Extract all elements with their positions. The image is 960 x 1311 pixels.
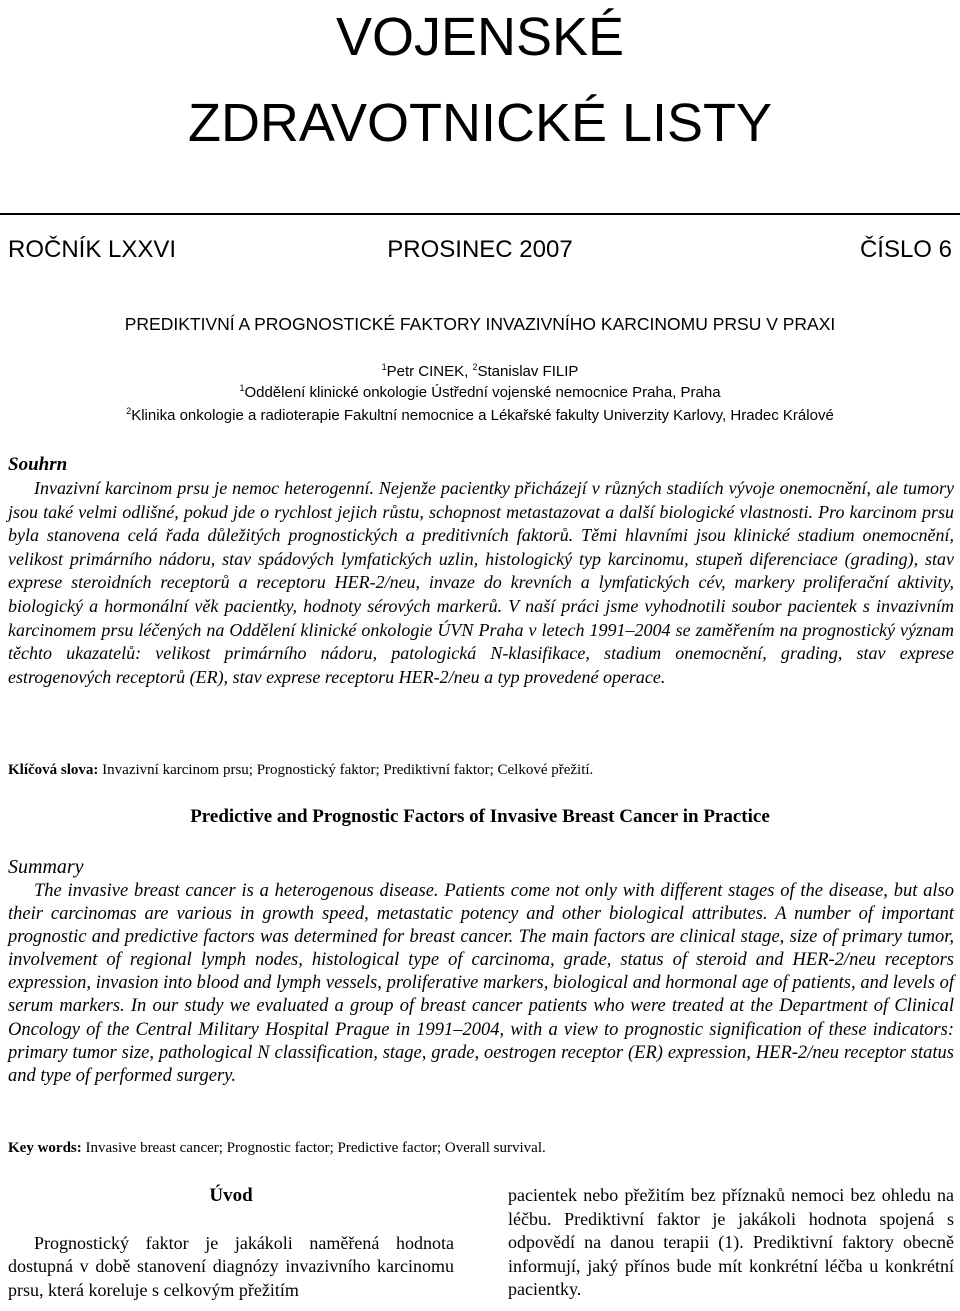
affiliation1-superscript: 1 bbox=[239, 383, 245, 393]
intro-right-column bbox=[508, 1184, 954, 1302]
souhrn-heading: Souhrn bbox=[8, 454, 68, 475]
summary-heading: Summary bbox=[8, 856, 84, 878]
journal-title-line-2: ZDRAVOTNICKÉ LISTY bbox=[187, 93, 773, 153]
affiliation2-superscript: 2 bbox=[126, 406, 132, 416]
intro-left-column bbox=[8, 1184, 454, 1302]
keywords-czech-text: Invazivní karcinom prsu; Prognostický faktor; Prediktivní faktor; Celkové přežití. bbox=[98, 762, 594, 778]
affiliation2-text: Klinika onkologie a radioterapie Fakultní nemocnice a Lékařské fakulty Univerzity Karlovy, Hradec Králové bbox=[131, 407, 834, 424]
volume-label: ROČNÍK LXXVI bbox=[8, 236, 177, 263]
keywords-english bbox=[8, 1140, 546, 1157]
affiliation1-text: Oddělení klinické onkologie Ústřední vojenské nemocnice Praha, Praha bbox=[244, 384, 721, 401]
authors-line bbox=[0, 363, 960, 380]
author1-name: Petr CINEK, bbox=[386, 363, 473, 380]
intro-left-text: Prognostický faktor je jakákoli naměřená hodnota dostupná v době stanovení diagnózy invazivního karcinomu prsu, která koreluje s celkovým přežitím bbox=[8, 1232, 454, 1300]
affiliation-1 bbox=[0, 384, 960, 401]
intro-right-text: pacientek nebo přežitím bez příznaků nemoci bez ohledu na léčbu. Prediktivní faktor je jakákoli hodnota spojená s odpovědí na danou terapii (1). Prediktivní faktory obecně informují, jaký přínos bude mít konkrétní léčba u konkrétní pacientky. bbox=[508, 1185, 954, 1299]
journal-title-line-1: VOJENSKÉ bbox=[335, 7, 625, 67]
keywords-czech bbox=[8, 762, 593, 779]
author1-superscript: 1 bbox=[381, 362, 387, 372]
keywords-english-label: Key words: bbox=[8, 1140, 82, 1156]
keywords-czech-label: Klíčová slova: bbox=[8, 762, 99, 778]
summary-text: The invasive breast cancer is a heterogenous disease. Patients come not only with different stages of the disease, but also their carcinomas are various in growth speed, metastatic potency and other biological attributes. A number of important prognostic and predictive factors was determined for breast cancer. The main factors are clinical stage, size of primary tumor, involvement of regional lymph nodes, histological type of carcinoma, grade, status of steroid and HER-2/neu receptors expression, invasion into blood and lymph vessels, proliferative markers, biological and hormonal age of patients, and levels of serum markers. In our study we evaluated a group of breast cancer patients who were treated at the Department of Clinical Oncology of the Central Military Hospital Prague in 1991–2004, with a view to prognostic signification of these indicators: primary tumor size, pathological N classification, stage, grade, oestrogen receptor (ER) expression, HER-2/neu receptor status and type of performed surgery. bbox=[8, 881, 954, 1086]
keywords-english-text: Invasive breast cancer; Prognostic factor; Predictive factor; Overall survival. bbox=[81, 1140, 546, 1156]
author2-name: Stanislav FILIP bbox=[477, 363, 579, 380]
affiliation-2 bbox=[0, 407, 960, 424]
author2-superscript: 2 bbox=[472, 362, 478, 372]
issue-date: PROSINEC 2007 bbox=[387, 236, 573, 263]
article-title-czech: PREDIKTIVNÍ A PROGNOSTICKÉ FAKTORY INVAZIVNÍHO KARCINOMU PRSU V PRAXI bbox=[124, 314, 836, 334]
intro-heading: Úvod bbox=[209, 1185, 253, 1206]
header-divider bbox=[0, 213, 960, 215]
article-title-english: Predictive and Prognostic Factors of Invasive Breast Cancer in Practice bbox=[190, 806, 770, 827]
souhrn-text: Invazivní karcinom prsu je nemoc heterogenní. Nejenže pacientky přicházejí v různých stadiích vývoje onemocnění, ale tumory jsou také velmi odlišné, pokud jde o rychlost jejich růstu, schopnost metastazovat a další biologické vlastnosti. Pro karcinom prsu byla stanovena celá řada důležitých prognostických a preditivních faktorů. Těmi hlavními jsou klinické stadium onemocnění, velikost primárního nádoru, stav spádových lymfatických uzlin, histologický typ karcinomu, stupeň diferenciace (grading), stav exprese steroidních receptorů a receptoru HER-2/neu, invaze do krevních a lymfatických cév, markery proliferační aktivity, biologický a hormonální věk pacientky, hodnoty sérových markerů. V naší práci jsme vyhodnotili soubor pacientek s invazivním karcinomem prsu léčených na Oddělení klinické onkologie ÚVN Praha v letech 1991–2004 se zaměřením na prognostický význam těchto ukazatelů: velikost primárního nádoru, patologická N-klasifikace, stadium onemocnění, grading, stav exprese estrogenových receptorů (ER), stav exprese receptoru HER-2/neu a typ provedené operace. bbox=[8, 478, 954, 687]
issue-number: ČÍSLO 6 bbox=[859, 236, 952, 263]
